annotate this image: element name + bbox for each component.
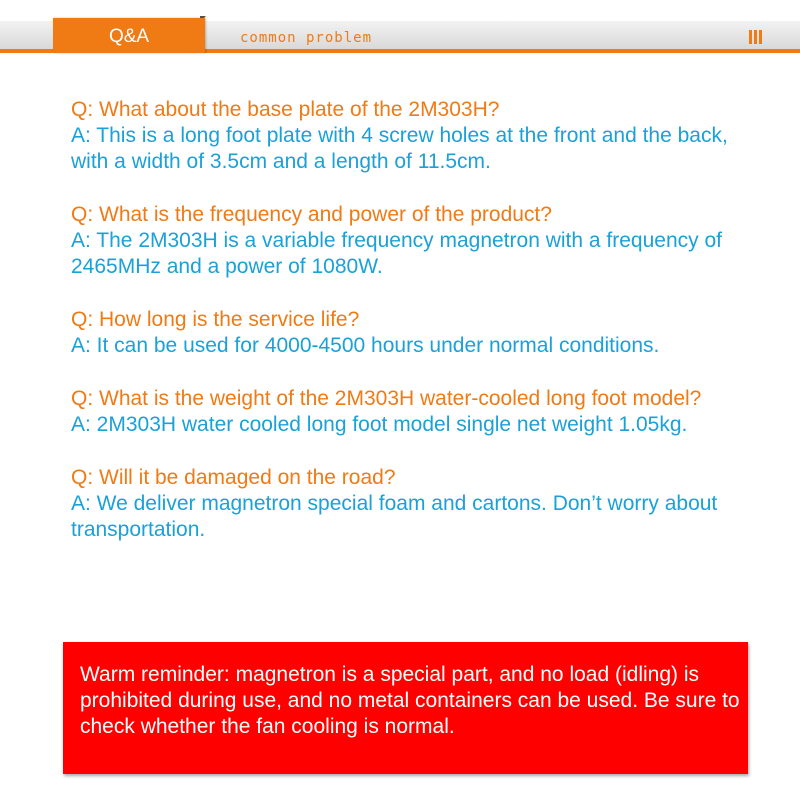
header-subtitle: common problem: [240, 30, 373, 46]
menu-icon[interactable]: [748, 29, 764, 45]
faq-question: Q: Will it be damaged on the road?: [71, 466, 396, 489]
faq-list: [71, 97, 751, 570]
faq-item: [71, 465, 751, 543]
faq-answer: A: 2M303H water cooled long foot model single net weight 1.05kg.: [71, 413, 688, 436]
faq-answer: A: It can be used for 4000-4500 hours under normal conditions.: [71, 334, 660, 357]
faq-answer: A: The 2M303H is a variable frequency magnetron with a frequency of 2465MHz and a power of 1080W.: [71, 229, 722, 278]
faq-answer: A: We deliver magnetron special foam and cartons. Don’t worry about transportation.: [71, 492, 718, 541]
faq-answer: A: This is a long foot plate with 4 screw holes at the front and the back, with a width of 3.5cm and a length of 11.5cm.: [71, 124, 728, 173]
warm-reminder-text: Warm reminder: magnetron is a special part, and no load (idling) is prohibited during use, and no metal containers can be used. Be sure to check whether the fan cooling is normal.: [80, 663, 740, 738]
tab-qa[interactable]: Q&A: [53, 18, 205, 53]
faq-item: [71, 97, 751, 175]
faq-item: [71, 202, 751, 280]
faq-question: Q: What is the frequency and power of the product?: [71, 203, 552, 226]
faq-item: [71, 307, 751, 359]
header: [0, 0, 800, 60]
faq-question: Q: How long is the service life?: [71, 308, 360, 331]
warm-reminder-box: [63, 642, 748, 774]
faq-question: Q: What about the base plate of the 2M303H?: [71, 98, 500, 121]
faq-item: [71, 386, 751, 438]
faq-question: Q: What is the weight of the 2M303H water-cooled long foot model?: [71, 387, 702, 410]
